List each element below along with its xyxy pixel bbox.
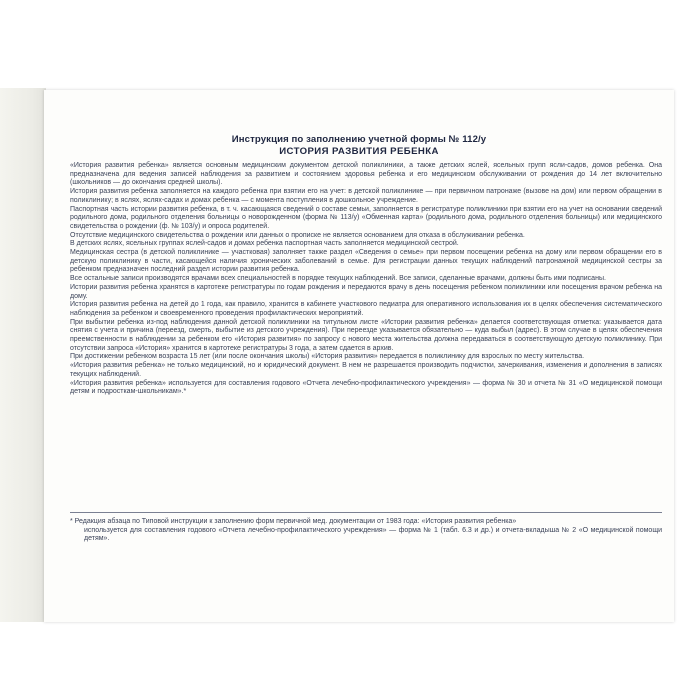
- paragraph: Все остальные записи производятся врачами всех специальностей в порядке текущих наблюдений. Все записи, сделанные врачами, должны быть ими подписаны.: [70, 275, 606, 283]
- background-top: [0, 0, 700, 92]
- paragraph: История развития ребенка на детей до 1 года, как правило, хранится в кабинете участкового педиатра для оперативного использования их в целях обеспечения систематического наблюдения за ребенком и своевременного проведения профилактических мероприятий.: [70, 301, 662, 317]
- paragraph: «История развития ребенка» используется для составления годового «Отчета лечебно-профилактического учреждения» — форма № 30 и отчета № 31 «О медицинской помощи детям и подросткам-школьникам».*: [70, 379, 662, 396]
- background-right: [674, 92, 700, 622]
- form-page: [44, 90, 674, 622]
- paragraph: Истории развития ребенка хранятся в картотеке регистратуры по годам рождения и передаются врачу в день посещения ребенком поликлиники или посещения врачом ребенка на дому.: [70, 283, 662, 300]
- paragraph: История развития ребенка заполняется на каждого ребенка при взятии его на учет: в детской поликлинике — при первичном патронаже (вызове на дом) или первом обращении в поликлинику; в яслях, яслях-садах и домах ребенка — с момента поступления в дошкольное учреждение.: [70, 188, 662, 204]
- instruction-body: [70, 162, 662, 397]
- paragraph: В детских яслях, ясельных группах яслей-садов и домах ребенка паспортная часть заполняется медицинской сестрой.: [70, 240, 459, 248]
- footnote-first-line: * Редакция абзаца по Типовой инструкции к заполнению форм первичной мед. документации от 1983 года: «История развития ребенка»: [70, 518, 517, 525]
- paragraph: «История развития ребенка» не только медицинский, но и юридический документ. В нем не разрешается производить подчистки, зачеркивания, изменения и дополнения в записях текущих наблюдений.: [70, 362, 662, 378]
- cover-edge: [0, 88, 46, 626]
- footnote: [70, 518, 662, 544]
- paragraph: При выбытии ребенка из-под наблюдения данной детской поликлиники на титульном листе «Истории развития ребенка» делается соответствующая отметка: указывается дата снятия с учета и причина (переезд, смерть, выбытие из детского учреждения). При переезде указывается обязательно — куда выбыл (адрес). В этом случае в целях обеспечения преемственности в наблюдении за ребенком его «История развития» по запросу с нового места жительства должна передаваться в соответствующую детскую поликлинику. При отсутствии запроса «История» хранится в картотеке регистратуры 3 года, а затем сдается в архив.: [70, 318, 662, 352]
- background-bottom: [0, 622, 700, 700]
- paragraph: Отсутствие медицинского свидетельства о рождении или данных о прописке не является основанием для отказа в обслуживании ребенка.: [70, 231, 525, 239]
- paragraph: «История развития ребенка» является основным медицинским документом детской поликлиники, а также детских яслей, ясельных групп ясли-садов, домов ребенка. Она предназначена для ведения записей наблюдения за развитием и состоянием здоровья ребенка и его медицинском обслуживании от рождения до 14 лет включительно (школьников — до окончания средней школы).: [70, 162, 662, 187]
- footnote-continuation: используется для составления годового «Отчета лечебно-профилактического учреждения» — форма № 1 (табл. 6.3 и др.) и отчета-вкладыша № 2 «О медицинской помощи детям».: [84, 526, 662, 543]
- document-subtitle: ИСТОРИЯ РАЗВИТИЯ РЕБЕНКА: [279, 146, 439, 157]
- paragraph: Паспортная часть истории развития ребенка, в т. ч. касающаяся сведений о составе семьи, заполняется в регистратуре поликлиники при взятии его на учет на основании сведений родильного дома, родильного отделения больницы о новорожденном (форма № 113/у) «Обменная карта» (родильного дома, родильного отделения больницы) или медицинского свидетельства о рождении (ф. № 103/у) и опроса родителей.: [70, 205, 662, 230]
- footnote-divider: [70, 512, 662, 513]
- paragraph: При достижении ребенком возраста 15 лет (или после окончания школы) «История развития» передается в поликлинику для взрослых по месту жительства.: [70, 353, 585, 361]
- document-title: Инструкция по заполнению учетной формы № 112/у: [231, 134, 487, 145]
- paragraph: Медицинская сестра (в детской поликлинике — участковая) заполняет также раздел «Сведения о семье» при первом посещении ребенка на дому или первом обращении его в детскую поликлинику в части, касающейся наличия хронических заболеваний в семье. Для регистрации данных текущих наблюдений патронажной медицинской сестры за ребенком предназначен последний раздел истории развития ребенка.: [70, 249, 662, 274]
